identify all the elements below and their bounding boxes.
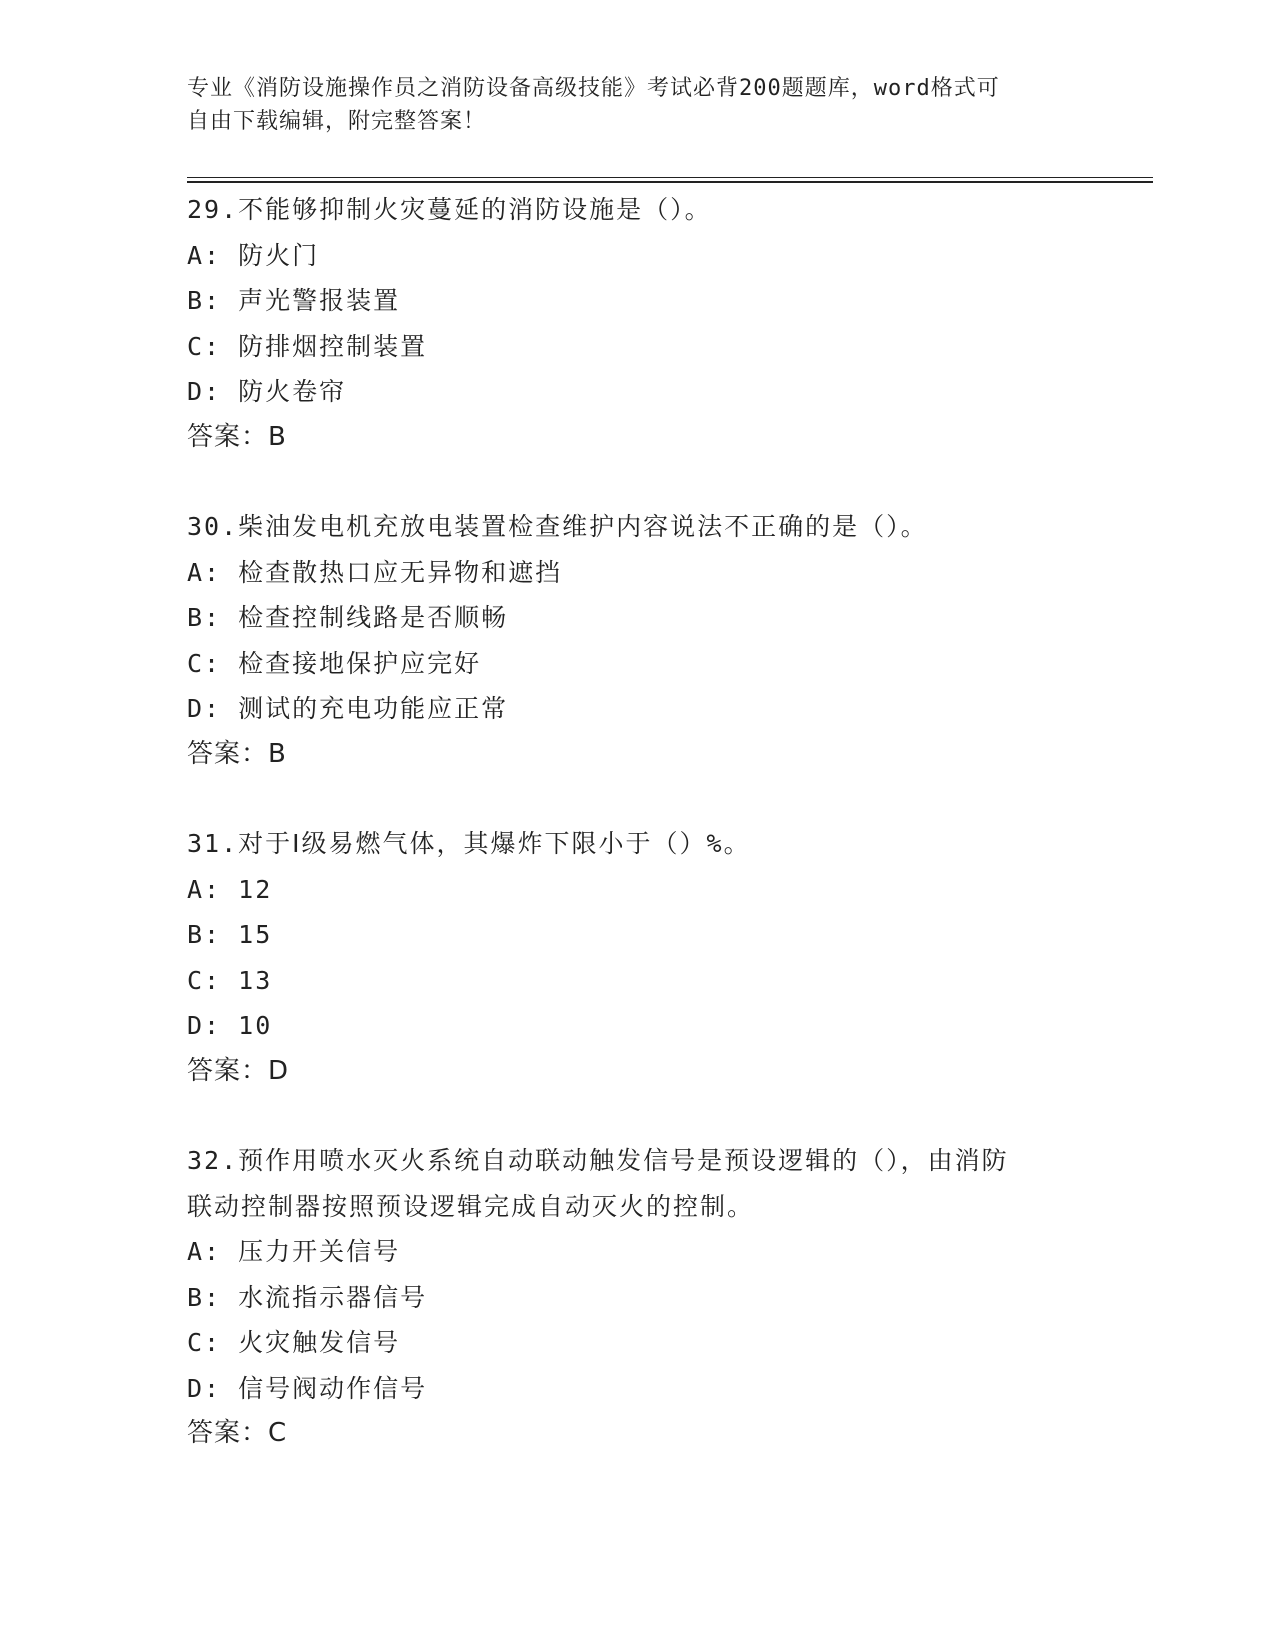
question-stem-line-1: 32.预作用喷水灭火系统自动联动触发信号是预设逻辑的（），由消防 (187, 1146, 1009, 1175)
question-30 (187, 504, 1087, 777)
answer-line: 答案：B (187, 738, 287, 769)
header-divider-thin (187, 177, 1153, 178)
header-line-1: 专业《消防设施操作员之消防设备高级技能》考试必背200题题库，word格式可 (187, 76, 1000, 101)
answer-line: 答案：B (187, 421, 287, 452)
option-b: B: 声光警报装置 (187, 286, 401, 315)
document-header (187, 72, 1087, 138)
question-stem: 31.对于Ⅰ级易燃气体，其爆炸下限小于（）%。 (187, 829, 751, 858)
option-a: A: 压力开关信号 (187, 1237, 401, 1266)
option-d: D: 信号阀动作信号 (187, 1373, 428, 1403)
option-d: D: 10 (187, 1011, 273, 1040)
option-b: B: 检查控制线路是否顺畅 (187, 603, 509, 632)
option-b: B: 15 (187, 920, 273, 949)
answer-line: 答案：D (187, 1055, 290, 1086)
header-divider-thick (187, 181, 1153, 183)
option-c: C: 防排烟控制装置 (187, 331, 428, 361)
option-c: C: 检查接地保护应完好 (187, 648, 482, 678)
option-b: B: 水流指示器信号 (187, 1282, 428, 1312)
option-a: A: 检查散热口应无异物和遮挡 (187, 557, 563, 587)
question-stem: 30.柴油发电机充放电装置检查维护内容说法不正确的是（）。 (187, 512, 928, 541)
question-29 (187, 187, 1087, 460)
option-c: C: 13 (187, 965, 273, 995)
question-31 (187, 821, 1087, 1094)
question-stem: 29.不能够抑制火灾蔓延的消防设施是（）。 (187, 195, 712, 224)
question-32 (187, 1138, 1087, 1457)
header-line-2: 自由下载编辑，附完整答案！ (187, 109, 487, 134)
option-a: A: 防火门 (187, 240, 320, 270)
option-c: C: 火灾触发信号 (187, 1328, 401, 1357)
option-a: A: 12 (187, 874, 273, 904)
option-d: D: 防火卷帘 (187, 377, 347, 406)
question-stem-line-2: 联动控制器按照预设逻辑完成自动灭火的控制。 (187, 1191, 755, 1221)
option-d: D: 测试的充电功能应正常 (187, 694, 509, 723)
answer-line: 答案：C (187, 1418, 288, 1448)
